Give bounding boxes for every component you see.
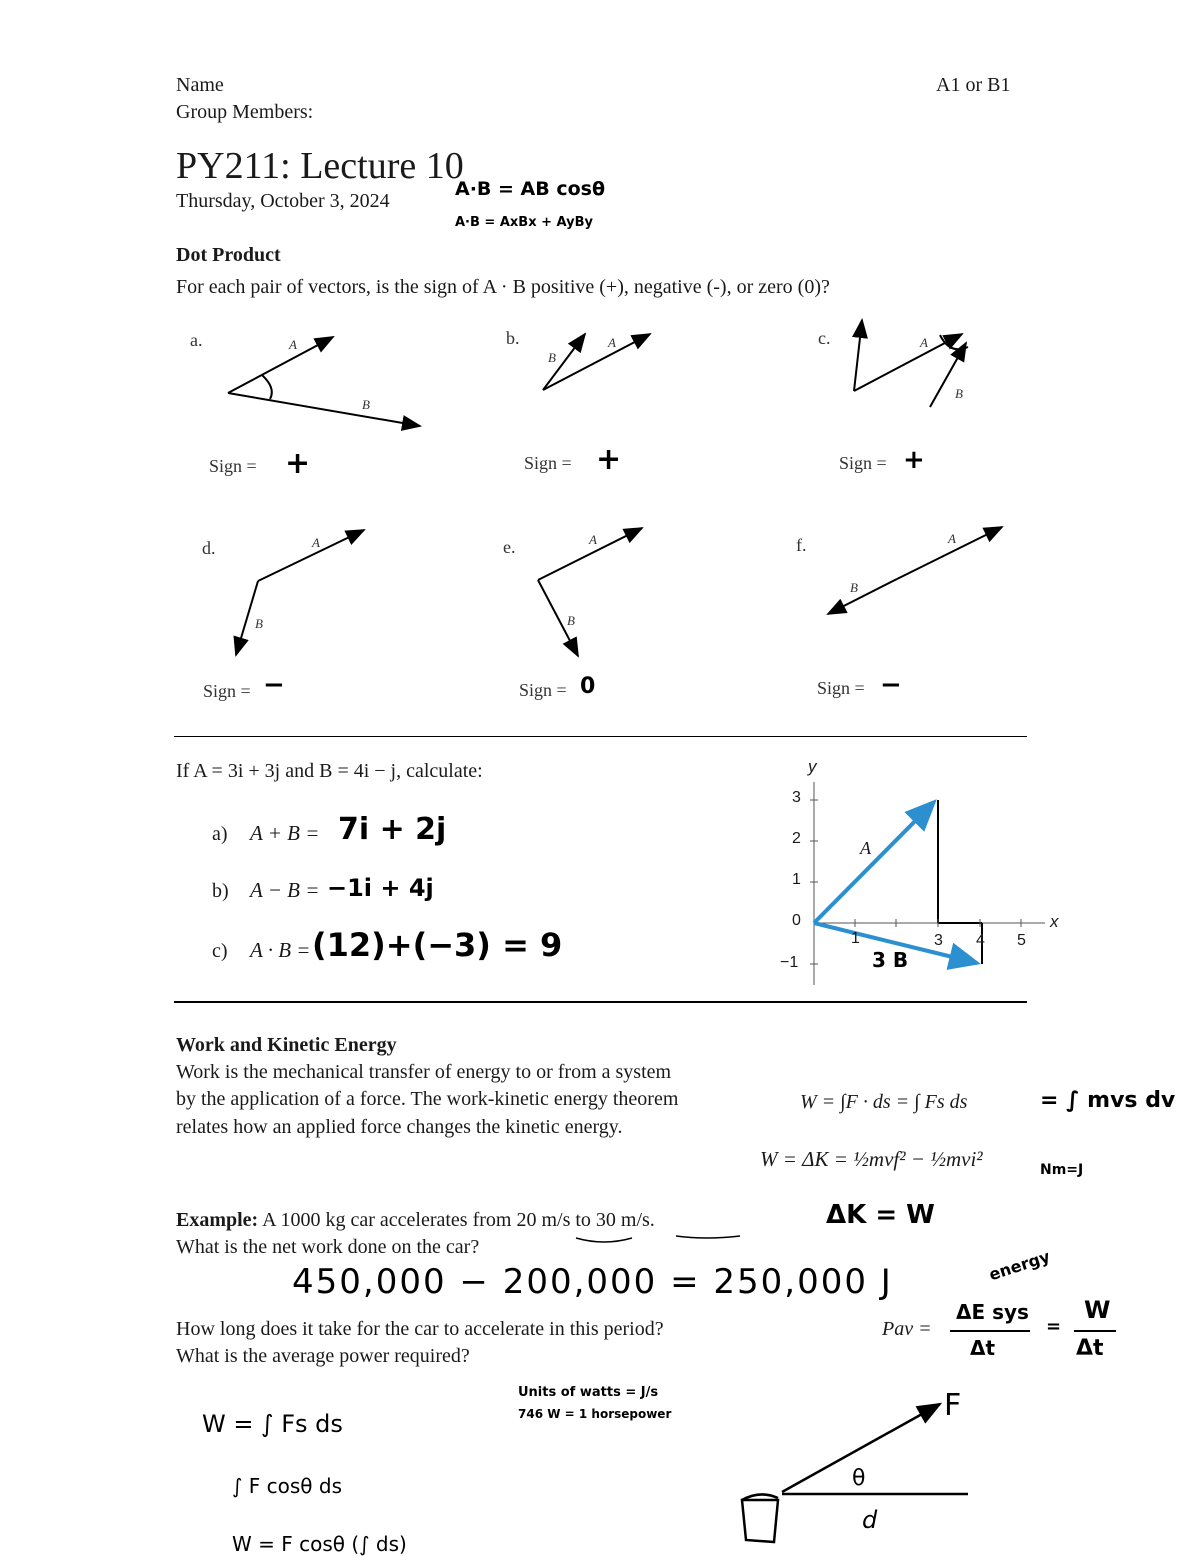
item-letter-e: e. bbox=[503, 537, 516, 557]
name-label: Name bbox=[176, 74, 224, 96]
svg-text:B: B bbox=[567, 613, 575, 628]
graph-y-axis-label: y bbox=[808, 757, 817, 776]
part-c-expr: A · B = bbox=[250, 938, 311, 962]
svg-text:B: B bbox=[255, 616, 263, 631]
svg-text:A: A bbox=[589, 532, 597, 547]
hand-energy-note: energy bbox=[986, 1246, 1053, 1285]
hand-work-cos-integral: ∫ F cosθ ds bbox=[232, 1474, 342, 1498]
graph-x-tick: 5 bbox=[1017, 932, 1026, 949]
power-fraction-bar-2 bbox=[1074, 1330, 1116, 1332]
graph-vector-b-label: 3 B bbox=[872, 948, 909, 972]
part-c-answer[interactable]: (12)+(−3) = 9 bbox=[312, 926, 563, 964]
dot-product-heading: Dot Product bbox=[176, 244, 281, 266]
svg-text:B: B bbox=[955, 386, 963, 401]
svg-text:B: B bbox=[548, 350, 556, 365]
svg-text:B: B bbox=[362, 397, 370, 412]
dot-product-question: For each pair of vectors, is the sign of A · B positive (+), negative (-), or zero (0)? bbox=[176, 276, 830, 298]
graph-y-tick: 1 bbox=[792, 871, 801, 888]
part-b-label: b) bbox=[212, 880, 229, 902]
hand-force-label: F bbox=[944, 1388, 962, 1423]
power-hand-w: W bbox=[1084, 1296, 1111, 1324]
part-b-expr: A − B = bbox=[250, 878, 320, 902]
sign-label-c: Sign = bbox=[839, 453, 887, 473]
sign-answer-e[interactable]: 0 bbox=[580, 674, 596, 699]
power-fraction-bar bbox=[950, 1330, 1030, 1332]
hand-note-dot-formula: A·B = AB cosθ bbox=[455, 178, 606, 200]
sign-label-b: Sign = bbox=[524, 453, 572, 473]
sign-label-e: Sign = bbox=[519, 680, 567, 700]
diagram-d bbox=[236, 530, 364, 655]
graph-y-tick: 0 bbox=[792, 912, 801, 929]
part-c-label: c) bbox=[212, 940, 228, 962]
power-hand-denominator: Δt bbox=[970, 1336, 996, 1360]
part-b-answer[interactable]: −1i + 4j bbox=[327, 874, 434, 902]
svg-text:B: B bbox=[850, 580, 858, 595]
svg-text:A: A bbox=[289, 337, 297, 352]
work-formula: W = ∫F · ds = ∫ Fs ds bbox=[800, 1091, 968, 1113]
graph-y-tick: 3 bbox=[792, 789, 801, 806]
part-a-label: a) bbox=[212, 823, 228, 845]
hand-horsepower-note: 746 W = 1 horsepower bbox=[518, 1407, 672, 1421]
lecture-date: Thursday, October 3, 2024 bbox=[176, 190, 390, 212]
sign-label-d: Sign = bbox=[203, 681, 251, 701]
sign-answer-a[interactable]: + bbox=[285, 446, 311, 481]
hand-theta-label: θ bbox=[852, 1466, 866, 1491]
hand-d-label: d bbox=[862, 1506, 878, 1534]
graph-y-tick: 2 bbox=[792, 830, 801, 847]
svg-text:A: A bbox=[948, 531, 956, 546]
power-label: Pav = bbox=[882, 1318, 932, 1340]
power-hand-numerator: ΔE sys bbox=[956, 1300, 1029, 1324]
svg-text:A: A bbox=[920, 335, 928, 350]
hand-note-component-formula: A·B = AxBx + AyBy bbox=[455, 215, 593, 230]
hand-delta-k: ΔK = W bbox=[826, 1200, 935, 1230]
diagram-c bbox=[854, 320, 968, 407]
group-members-label: Group Members: bbox=[176, 101, 314, 123]
item-letter-b: b. bbox=[506, 328, 520, 348]
divider-bottom bbox=[174, 1001, 1027, 1003]
graph-x-tick: 4 bbox=[976, 932, 985, 949]
hand-work-integral: W = ∫ Fs ds bbox=[202, 1410, 343, 1438]
power-hand-equals: = bbox=[1046, 1316, 1062, 1337]
diagram-b bbox=[543, 334, 650, 390]
vector-graph bbox=[810, 782, 1045, 985]
item-letter-f: f. bbox=[796, 535, 807, 555]
svg-text:A: A bbox=[608, 335, 616, 350]
power-hand-dt: Δt bbox=[1076, 1336, 1104, 1361]
ke-formula: W = ΔK = ½mvf² − ½mvi² bbox=[760, 1147, 983, 1171]
divider-top bbox=[174, 736, 1027, 737]
vectors-prompt: If A = 3i + 3j and B = 4i − j, calculate: bbox=[176, 760, 483, 782]
graph-x-tick: 1 bbox=[851, 930, 860, 947]
graph-vector-a-label: A bbox=[860, 838, 871, 858]
section-label: A1 or B1 bbox=[936, 74, 1011, 96]
part-a-expr: A + B = bbox=[250, 821, 320, 845]
diagram-e bbox=[538, 528, 642, 656]
sign-answer-f[interactable]: − bbox=[880, 670, 902, 700]
work-energy-text-2: by the application of a force. The work-kinetic energy theorem bbox=[176, 1088, 679, 1110]
part-a-answer[interactable]: 7i + 2j bbox=[338, 812, 447, 847]
work-energy-text-3: relates how an applied force changes the kinetic energy. bbox=[176, 1116, 623, 1138]
page-title: PY211: Lecture 10 bbox=[176, 145, 464, 187]
example-text: A 1000 kg car accelerates from 20 m/s to 30 m/s. bbox=[262, 1209, 655, 1231]
sign-answer-c[interactable]: + bbox=[903, 445, 925, 475]
work-energy-text-1: Work is the mechanical transfer of energy to or from a system bbox=[176, 1061, 672, 1083]
graph-y-tick: −1 bbox=[780, 954, 799, 971]
example-label: Example: bbox=[176, 1209, 259, 1231]
q2-line-2: What is the average power required? bbox=[176, 1345, 470, 1367]
item-letter-a: a. bbox=[190, 330, 203, 350]
diagram-a bbox=[228, 337, 420, 426]
diagram-f bbox=[828, 527, 1002, 614]
q2-line-1: How long does it take for the car to accelerate in this period? bbox=[176, 1318, 664, 1340]
hand-units-note: Units of watts = J/s bbox=[518, 1385, 659, 1400]
work-energy-heading: Work and Kinetic Energy bbox=[176, 1034, 397, 1056]
example-line bbox=[176, 1209, 655, 1232]
ke-formula-hand: Nm=J bbox=[1040, 1162, 1084, 1178]
svg-text:A: A bbox=[312, 535, 320, 550]
hand-work-factored: W = F cosθ (∫ ds) bbox=[232, 1532, 407, 1556]
graph-x-tick: 3 bbox=[934, 932, 943, 949]
sign-answer-d[interactable]: − bbox=[263, 670, 285, 700]
sign-label-a: Sign = bbox=[209, 456, 257, 476]
sign-answer-b[interactable]: + bbox=[596, 442, 622, 477]
example-question: What is the net work done on the car? bbox=[176, 1236, 480, 1258]
work-formula-hand: = ∫ mvs dv bbox=[1040, 1088, 1176, 1113]
item-letter-c: c. bbox=[818, 328, 831, 348]
sign-label-f: Sign = bbox=[817, 678, 865, 698]
graph-x-axis-label: x bbox=[1050, 912, 1059, 931]
hand-work-answer[interactable]: 450,000 − 200,000 = 250,000 J bbox=[292, 1262, 893, 1302]
item-letter-d: d. bbox=[202, 538, 216, 558]
